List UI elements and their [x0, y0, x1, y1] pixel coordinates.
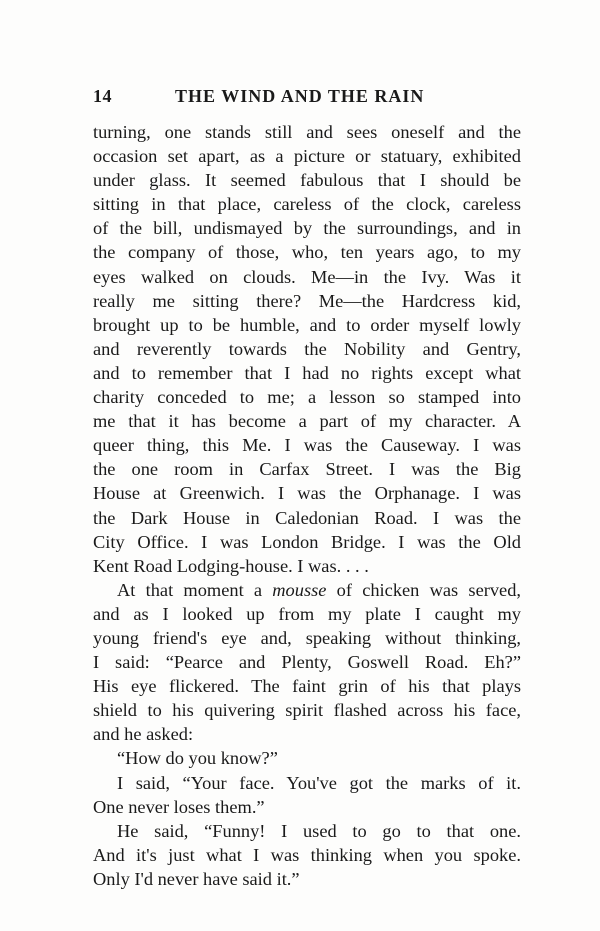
text-line: brought up to be humble, and to order myself lowly: [93, 314, 521, 335]
text-line: House at Greenwich. I was the Orphanage. I was: [93, 483, 521, 504]
text-line: I said, “Your face. You've got the marks of it.: [117, 772, 521, 793]
text-line: I said: “Pearce and Plenty, Goswell Road. Eh?”: [93, 652, 521, 673]
text-line: He said, “Funny! I used to go to that one.: [117, 820, 521, 841]
page-header: [93, 86, 523, 110]
text-line: One never loses them.”: [93, 796, 265, 817]
text-line: occasion set apart, as a picture or statuary, exhibited: [93, 146, 521, 167]
italic-word: mousse: [272, 579, 327, 600]
text-line: of the bill, undismayed by the surroundings, and in: [93, 218, 521, 239]
text-line: the company of those, who, ten years ago, to my: [93, 242, 521, 263]
text-line: me that it has become a part of my character. A: [93, 411, 521, 432]
text-line: queer thing, this Me. I was the Causeway. I was: [93, 435, 521, 456]
text-line: Kent Road Lodging-house. I was. . . .: [93, 555, 369, 576]
text-line: At that moment a mousse of chicken was served,: [117, 579, 521, 600]
text-line: His eye flickered. The faint grin of his that plays: [93, 676, 521, 697]
text-line: and to remember that I had no rights except what: [93, 362, 521, 383]
text-line: the one room in Carfax Street. I was the Big: [93, 459, 521, 480]
text-line: and he asked:: [93, 724, 194, 745]
text-line: Only I'd never have said it.”: [93, 868, 300, 889]
body-text: [93, 120, 521, 891]
text-line: charity conceded to me; a lesson so stamped into: [93, 387, 521, 408]
text-line: City Office. I was London Bridge. I was the Old: [93, 531, 521, 552]
text-line: eyes walked on clouds. Me—in the Ivy. Was it: [93, 266, 521, 287]
text-line: “How do you know?”: [117, 748, 278, 769]
page-number: 14: [93, 86, 112, 106]
text-line: And it's just what I was thinking when you spoke.: [93, 844, 521, 865]
text-line: really me sitting there? Me—the Hardcress kid,: [93, 290, 521, 311]
text-line: and reverently towards the Nobility and Gentry,: [93, 338, 521, 359]
text-line: under glass. It seemed fabulous that I should be: [93, 170, 521, 191]
text-line: young friend's eye and, speaking without thinking,: [93, 627, 521, 648]
text-line: and as I looked up from my plate I caught my: [93, 603, 521, 624]
text-line: sitting in that place, careless of the clock, careless: [93, 194, 521, 215]
text-line: the Dark House in Caledonian Road. I was the: [93, 507, 521, 528]
text-line: shield to his quivering spirit flashed across his face,: [93, 700, 521, 721]
running-title: THE WIND AND THE RAIN: [175, 86, 425, 106]
text-line: turning, one stands still and sees oneself and the: [93, 122, 521, 142]
